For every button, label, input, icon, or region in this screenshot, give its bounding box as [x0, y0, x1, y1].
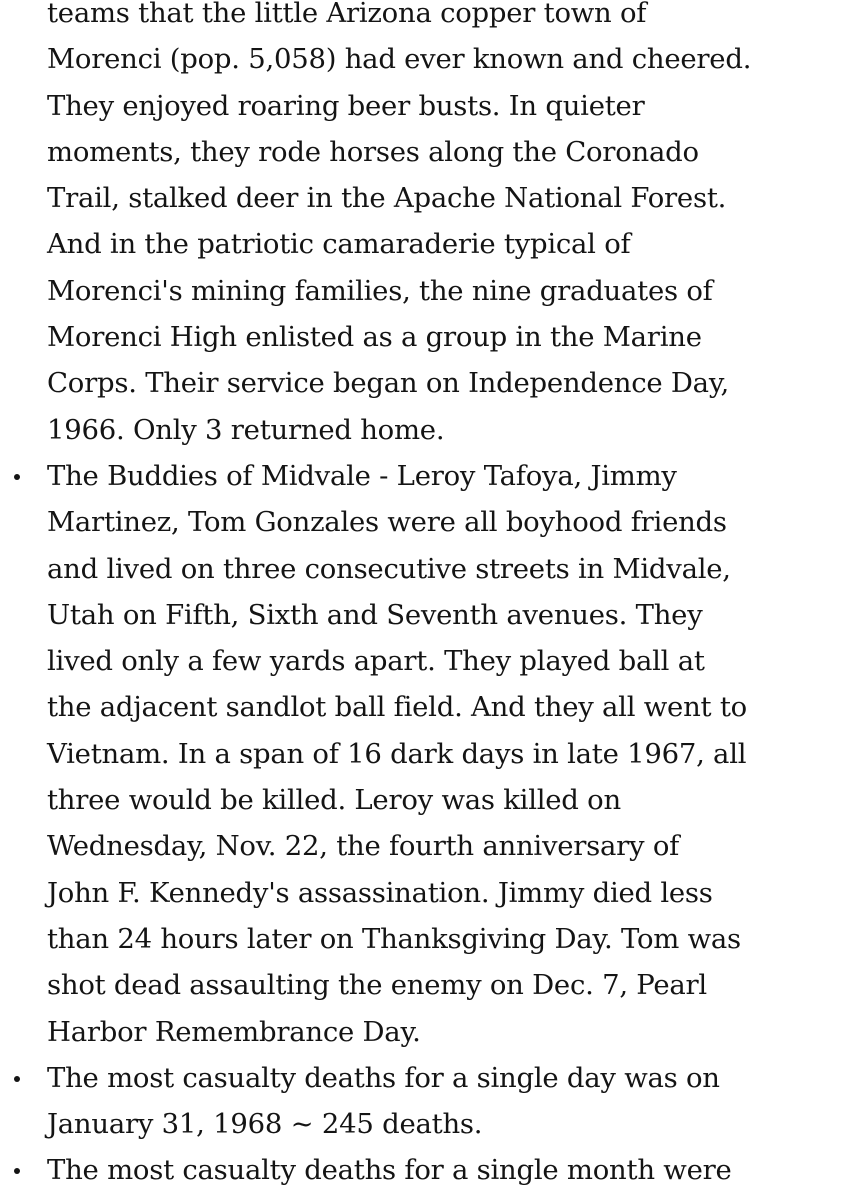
text-line: shot dead assaulting the enemy on Dec. 7, Pearl [47, 969, 707, 1002]
text-line: The Buddies of Midvale - Leroy Tafoya, Jimmy [47, 459, 677, 492]
text-line: Wednesday, Nov. 22, the fourth anniversary of [47, 830, 680, 863]
text-line: John F. Kennedy's assassination. Jimmy died less [47, 876, 713, 909]
text-line: Vietnam. In a span of 16 dark days in late 1967, all [47, 737, 747, 770]
text-line: Morenci (pop. 5,058) had ever known and cheered. [47, 43, 752, 76]
text-line: than 24 hours later on Thanksgiving Day. Tom was [47, 922, 741, 955]
text-line: Harbor Remembrance Day. [47, 1015, 421, 1048]
bullet-icon [14, 474, 20, 480]
text-line: teams that the little Arizona copper town of [47, 0, 647, 29]
bullet-icon [14, 1076, 20, 1082]
text-line: Morenci High enlisted as a group in the Marine [47, 321, 702, 354]
bullet-item-deadliest-day [47, 1055, 847, 1148]
text-line: Martinez, Tom Gonzales were all boyhood friends [47, 506, 727, 539]
text-line: lived only a few yards apart. They played ball at [47, 645, 705, 678]
text-line: The most casualty deaths for a single month were [47, 1154, 732, 1187]
continuation-paragraph [47, 0, 847, 453]
text-line: the adjacent sandlot ball field. And they all went to [47, 691, 747, 724]
text-line: The most casualty deaths for a single day was on [47, 1061, 720, 1094]
bullet-item-midvale-buddies [47, 453, 847, 1055]
text-line: Trail, stalked deer in the Apache National Forest. [47, 182, 727, 215]
text-line: January 31, 1968 ~ 245 deaths. [47, 1108, 483, 1141]
text-line: moments, they rode horses along the Coronado [47, 135, 699, 168]
article-body [47, 0, 847, 1194]
text-line: Morenci's mining families, the nine graduates of [47, 274, 713, 307]
text-line: And in the patriotic camaraderie typical of [47, 228, 631, 261]
bullet-item-deadliest-month [47, 1147, 847, 1193]
text-line: Utah on Fifth, Sixth and Seventh avenues. They [47, 598, 703, 631]
text-line: 1966. Only 3 returned home. [47, 413, 445, 446]
text-line: They enjoyed roaring beer busts. In quieter [47, 89, 645, 122]
bullet-icon [14, 1168, 20, 1174]
text-line: three would be killed. Leroy was killed on [47, 784, 621, 817]
text-line: Corps. Their service began on Independence Day, [47, 367, 729, 400]
text-line: and lived on three consecutive streets in Midvale, [47, 552, 731, 585]
